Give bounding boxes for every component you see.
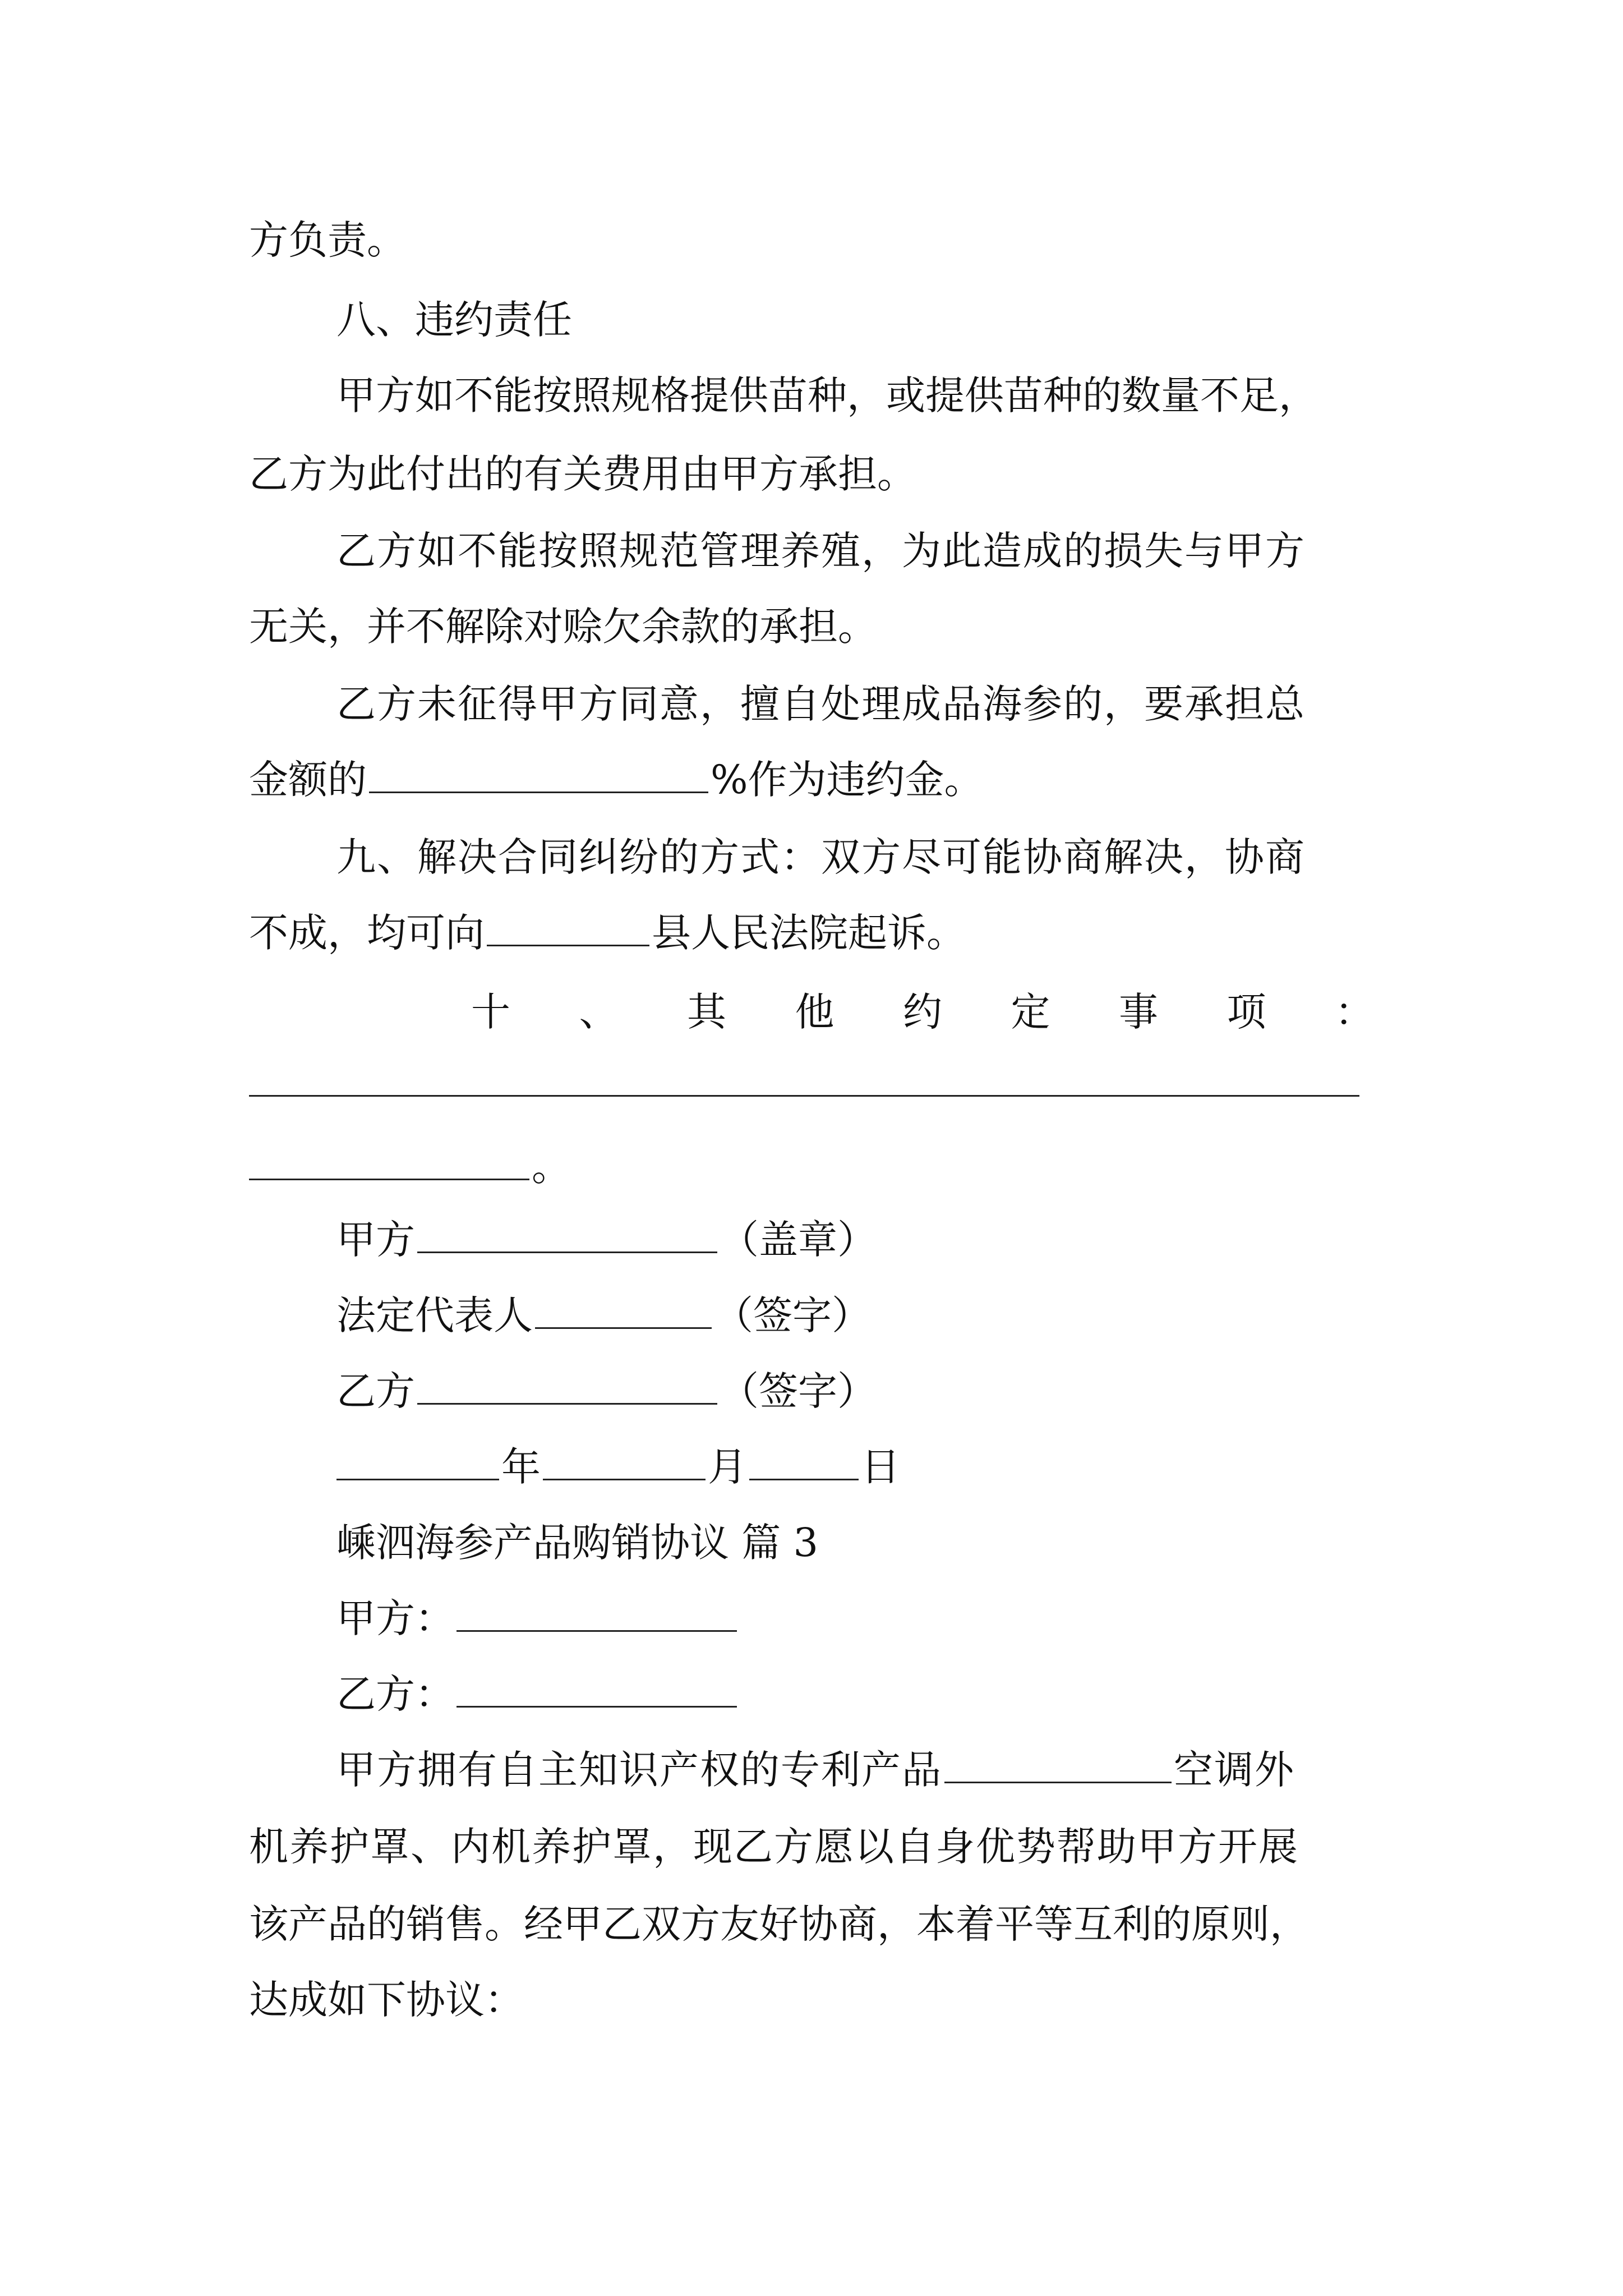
section-heading-disputes: 九、解决合同纠纷的方式：双方尽可能协商解决，协商 [336,834,1306,880]
text-segment: （签字） [720,1368,877,1414]
intro-paragraph-line: 该产品的销售。经甲乙双方友好协商，本着平等互利的原则， [249,1901,1309,1947]
day-blank [749,1444,859,1480]
party-b-signature-blank [417,1368,717,1405]
product-name-blank [944,1747,1172,1783]
field-label: 乙方： [336,1671,454,1717]
heading-char: 、 [579,989,619,1035]
text-segment: 法定代表人 [336,1292,533,1338]
text-line: 乙方未征得甲方同意，擅自处理成品海参的，要承担总 [336,681,1306,727]
text-line: 无关，并不解除对赊欠余款的承担。 [249,604,877,650]
signature-date [336,1439,900,1495]
county-blank [487,910,649,946]
signature-party-b [336,1363,877,1419]
text-line: 乙方如不能按照规范管理养殖，为此造成的损失与甲方 [336,528,1306,574]
heading-char: 他 [795,989,834,1035]
heading-char: 约 [903,989,942,1035]
text-segment: （盖章） [720,1217,877,1263]
other-terms-blank-line [249,1095,1359,1097]
heading-char: 其 [687,989,726,1035]
signature-representative [336,1287,871,1343]
text-segment: （签字） [714,1292,871,1338]
text-line: 方负责。 [249,217,406,263]
signature-party-a [336,1212,877,1268]
intro-paragraph-line: 达成如下协议： [249,1977,524,2023]
year-blank [336,1444,499,1480]
party-b-field [336,1666,739,1722]
intro-paragraph-line [336,1742,1295,1798]
text-segment: 甲方拥有自主知识产权的专利产品 [336,1747,942,1793]
text-segment: 。 [532,1144,571,1190]
text-segment: 县人民法院起诉。 [652,910,966,956]
heading-char: ： [1335,989,1374,1035]
text-line: 乙方为此付出的有关费用由甲方承担。 [249,451,916,497]
court-line [249,905,966,961]
intro-paragraph-line: 机养护罩、内机养护罩，现乙方愿以自身优势帮助甲方开展 [249,1824,1299,1870]
section-title: 嵊泗海参产品购销协议 篇 3 [336,1520,819,1566]
field-label: 甲方： [336,1595,454,1641]
heading-char: 定 [1011,989,1050,1035]
heading-char: 事 [1119,989,1158,1035]
heading-char: 十 [471,989,510,1035]
text-segment: 不成，均可向 [249,910,485,956]
month-blank [543,1444,706,1480]
text-segment: 年 [501,1444,541,1490]
party-b-name-blank [457,1671,737,1708]
text-segment: 乙方 [336,1368,415,1414]
section-heading-breach: 八、违约责任 [336,297,572,343]
text-segment: 日 [861,1444,900,1490]
other-terms-continuation [249,1139,571,1195]
text-segment: 月 [708,1444,747,1490]
penalty-percent-blank [369,757,708,793]
text-segment: 金额的 [249,757,367,803]
section-heading-other-terms [471,984,1374,1040]
text-segment: 空调外 [1174,1747,1295,1793]
party-a-signature-blank [417,1217,717,1253]
penalty-line [249,752,984,808]
party-a-name-blank [457,1595,737,1632]
representative-signature-blank [535,1292,712,1329]
party-a-field [336,1590,739,1646]
text-line: 甲方如不能按照规格提供苗种，或提供苗种的数量不足， [336,372,1318,418]
text-segment: %作为违约金。 [711,757,984,803]
text-segment: 甲方 [336,1217,415,1263]
other-terms-blank-short [249,1144,529,1180]
heading-char: 项 [1227,989,1266,1035]
